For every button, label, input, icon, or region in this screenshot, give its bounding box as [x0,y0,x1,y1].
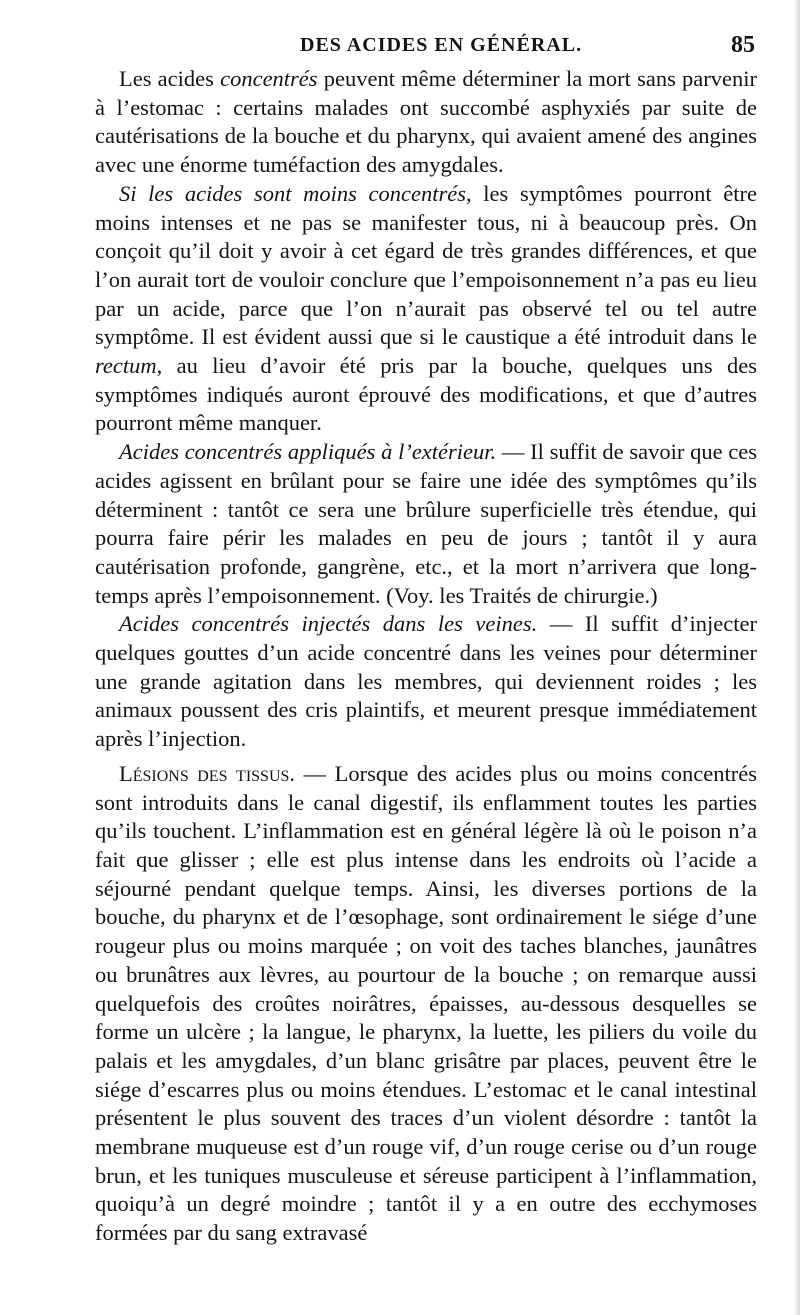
section-heading-italic: Acides concentrés appliqués à l’extérieur. [119,439,497,465]
paragraph [95,65,757,180]
text-run: , les symptômes pourront être moins intenses et ne pas se manifester tous, ni à beaucoup près. On conçoit qu’il doit y avoir à cet égard de très grandes différences, et que l’on aurait tort de vouloir conclure que l’empoisonnement n’a pas eu lieu par un acide, parce que l’on n’aurait pas observé tel ou tel autre symptôme. Il est évident aussi que si le caustique a été introduit dans le [95,180,757,350]
text-run: Les acides [119,66,221,91]
text-run-italic: Si les acides sont moins concentrés [119,180,467,206]
text-run: — Il suffit de savoir que ces acides agissent en brûlant pour se faire une idée des symptômes qu’ils déterminent : tantôt ce sera une brûlure superficielle très étendue, qui pourra faire périr les malades en peu de jours ; tantôt il y aura cautérisation profonde, gangrène, etc., et la mort n’arrivera que long-temps après l’empoisonnement. (Voy. les Traités de chirurgie.) [95,439,758,608]
paragraph [95,438,757,610]
text-run: peuvent même déterminer la mort sans parvenir à l’estomac : certains malades ont succombé asphyxiés par suite de cautérisations de la bouche et du pharynx, qui avaient amené des angines avec une énorme tuméfaction des amygdales. [95,66,757,178]
text-run-italic: rectum [95,353,157,379]
page-header [0,34,800,64]
section-heading-smallcaps: Lésions des tissus. [119,760,296,786]
paragraph [95,610,757,754]
paragraph [95,760,757,1248]
running-title: DES ACIDES EN GÉNÉRAL. [300,34,583,56]
text-run: , au lieu d’avoir été pris par la bouche, quelques uns des symptômes indiqués auront éprouvé des modifications, et que d’autres pourront même manquer. [95,353,757,436]
body-text [95,65,757,1248]
page-number: 85 [731,32,755,58]
paragraph [95,180,757,438]
section-heading-italic: Acides concentrés injectés dans les veines. [119,611,538,637]
text-run: — Il suffit d’injecter quelques gouttes d’un acide concentré dans les veines pour déterminer une grande agitation dans les membres, qui deviennent roides ; les animaux poussent des cris plaintifs, et meurent presque immédiatement après l’injection. [95,611,758,752]
text-run-italic: concentrés [220,66,318,91]
page-edge-shadow [794,0,800,1315]
text-run: — Lorsque des acides plus ou moins concentrés sont introduits dans le canal digestif, ils enflamment toutes les parties qu’ils touchent. L’inflammation est en général légère là où le poison n’a fait que glisser ; elle est plus intense dans les endroits où l’acide a séjourné pendant quelque temps. Ainsi, les diverses portions de la bouche, du pharynx et de l’œsophage, sont ordinairement le siége d’une rougeur plus ou moins marquée ; on voit des taches blanches, jaunâtres ou brunâtres aux lèvres, au pourtour de la bouche ; on remarque aussi quelquefois des croûtes noirâtres, épaisses, au-dessous desquelles se forme un ulcère ; la langue, le pharynx, la luette, les piliers du voile du palais et les amygdales, d’un blanc grisâtre par places, peuvent être le siége d’escarres plus ou moins étendues. L’estomac et le canal intestinal présentent le plus souvent des traces d’un violent désordre : tantôt la membrane muqueuse est d’un rouge vif, d’un rouge cerise ou d’un rouge brun, et les tuniques musculeuse et séreuse participent à l’inflammation, quoiqu’à un degré moindre ; tantôt il y a en outre des ecchymoses formées par du sang extravasé [95,760,757,1246]
